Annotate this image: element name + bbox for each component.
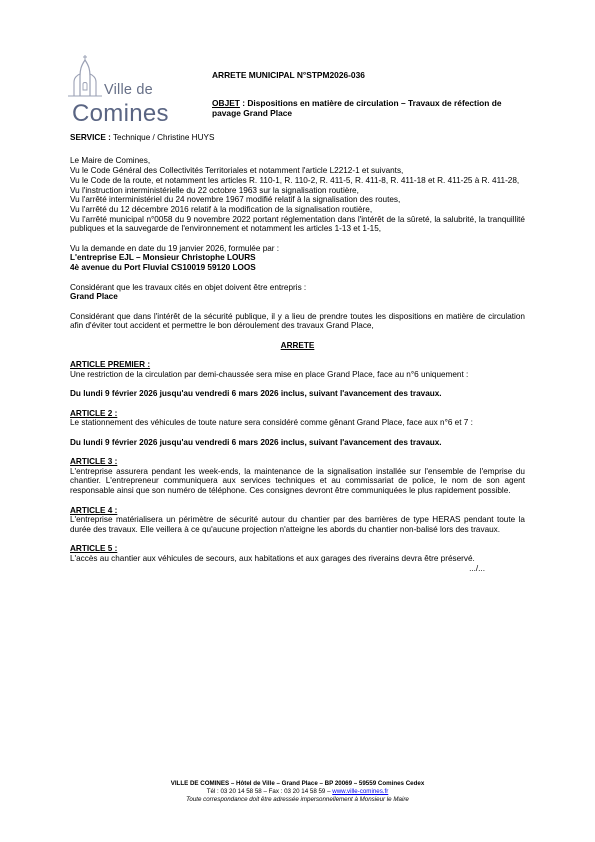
preamble-line: Vu l'instruction interministérielle du 22 octobre 1963 sur la signalisation routière, [70, 185, 359, 195]
service-line [70, 133, 525, 143]
article-title: ARTICLE PREMIER : [70, 360, 151, 370]
request-company: L'entreprise EJL – Monsieur Christophe LOURS [70, 253, 256, 263]
document-header [212, 70, 532, 119]
preamble-line: Vu l'arrêté municipal n°0058 du 9 novembre 2022 portant réglementation dans l'intérêt de la sûreté, la salubrité, la tranquillité publiques et la sauvegarde de l'environnement et notamment les articles 1-13 et 1-15, [70, 214, 525, 234]
article-title: ARTICLE 3 : [70, 457, 118, 467]
preamble-line: Vu le Code Général des Collectivités Territoriales et notamment l'article L2212-1 et suivants, [70, 166, 404, 176]
logo-text-comines: Comines [72, 100, 169, 127]
article-dates: Du lundi 9 février 2026 jusqu'au vendredi 6 mars 2026 inclus, suivant l'avancement des travaux. [70, 437, 442, 447]
footer-contact [70, 788, 525, 796]
article-text: Une restriction de la circulation par demi-chaussée sera mise en place Grand Place, face au n°6 uniquement : [70, 369, 469, 379]
object-text: : Dispositions en matière de circulation – Travaux de réfection de pavage Grand Place [212, 97, 502, 118]
footer-note: Toute correspondance doit être adressée impersonnellement à Monsieur le Maire [186, 796, 409, 804]
article-text: L'accès au chantier aux véhicules de secours, aux habitations et aux garages des riverains devra être préservé. [70, 554, 475, 564]
continuation-mark: .../... [469, 563, 485, 573]
article-title: ARTICLE 4 : [70, 505, 118, 515]
article-text: Le stationnement des véhicules de toute nature sera considéré comme gênant Grand Place, face aux n°6 et 7 : [70, 418, 473, 428]
request-address: 4è avenue du Port Fluvial CS10019 59120 LOOS [70, 263, 256, 273]
decree-object [212, 98, 532, 119]
city-logo [62, 54, 170, 128]
article-text: L'entreprise matérialisera un périmètre de sécurité autour du chantier par des barrières de type HERAS pendant toute la durée des travaux. Elle veillera à ce qu'aucune projection n'atteigne les abords du chantier non-balisé lors des travaux. [70, 515, 525, 534]
logo-text-ville-de: Ville de [104, 82, 153, 98]
service-label: SERVICE : [70, 133, 111, 142]
consider-paragraph: Considérant que dans l'intérêt de la sécurité publique, il y a lieu de prendre toutes les dispositions en matière de circulation afin d'éviter tout accident et permettre le bon déroulement des travaux Grand Place, [70, 311, 525, 331]
consider-line: Considérant que les travaux cités en objet doivent être entrepris : [70, 282, 307, 292]
preamble-line: Le Maire de Comines, [70, 156, 151, 166]
church-tower-icon [66, 54, 104, 98]
footer-website-link[interactable]: www.ville-comines.fr [332, 788, 389, 796]
service-value: Technique / Christine HUYS [110, 133, 215, 142]
footer-phone-fax: Tél : 03 20 14 58 58 – Fax : 03 20 14 58 59 – [206, 788, 333, 796]
article-title: ARTICLE 5 : [70, 544, 118, 554]
preamble-line: Vu l'arrêté interministériel du 24 novembre 1967 modifié relatif à la signalisation des routes, [70, 195, 401, 205]
object-label: OBJET [212, 97, 240, 108]
article-dates: Du lundi 9 février 2026 jusqu'au vendredi 6 mars 2026 inclus, suivant l'avancement des travaux. [70, 389, 442, 399]
article-text: L'entreprise assurera pendant les week-ends, la maintenance de la signalisation installée sur l'ensemble de l'emprise du chantier. L'entrepreneur communiquera aux services techniques et au commissariat de police, le nom de son agent responsable ainsi que son numéro de téléphone. Ces consignes devront être communiquées le plus rapidement possible. [70, 466, 525, 496]
preamble-line: Vu le Code de la route, et notamment les articles R. 110-1, R. 110-2, R. 411-5, R. 411-8, R. 411-18 et R. 411-25 à R. 411-28, [70, 175, 520, 185]
footer-address: VILLE DE COMINES – Hôtel de Ville – Grand Place – BP 20069 – 59559 Comines Cedex [170, 780, 425, 787]
request-intro: Vu la demande en date du 19 janvier 2026, formulée par : [70, 243, 280, 253]
decree-title: ARRETE MUNICIPAL N°STPM2026-036 [212, 70, 365, 80]
article-title: ARTICLE 2 : [70, 408, 118, 418]
page-footer [70, 780, 525, 805]
arrete-heading: ARRETE [280, 340, 315, 350]
preamble-line: Vu l'arrêté du 12 décembre 2016 relatif à la modification de la signalisation routière, [70, 204, 373, 214]
consider-place: Grand Place [70, 292, 118, 302]
document-body [70, 133, 525, 573]
